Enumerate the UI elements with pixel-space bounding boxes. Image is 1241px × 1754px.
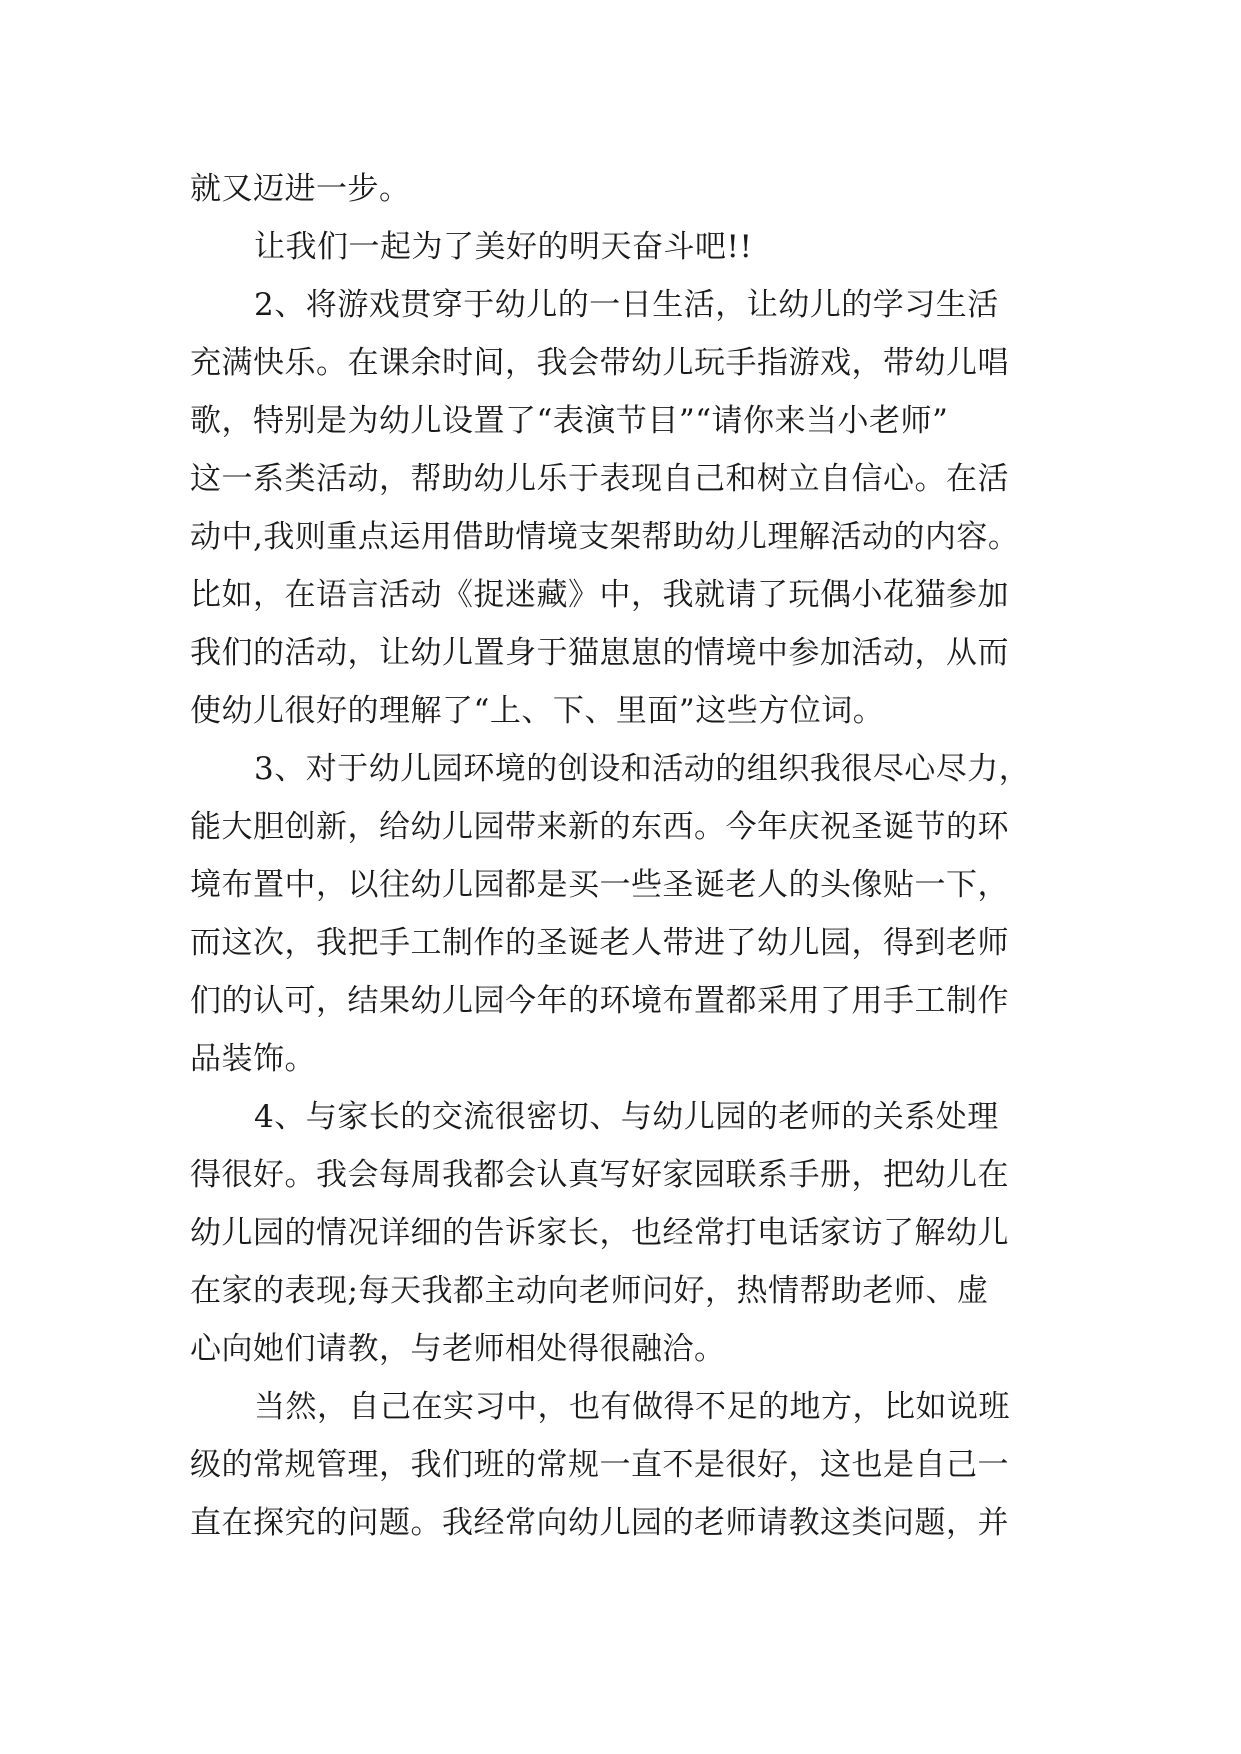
text-line: 2、将游戏贯穿于幼儿的一日生活，让幼儿的学习生活 [254,287,999,323]
text-line: 动中,我则重点运用借助情境支架帮助幼儿理解活动的内容。 [190,519,1020,555]
text-line: 心向她们请教，与老师相处得很融洽。 [190,1331,726,1367]
text-line: 4、与家长的交流很密切、与幼儿园的老师的关系处理 [254,1099,999,1135]
text-line: 比如，在语言活动《捉迷藏》中，我就请了玩偶小花猫参加 [190,577,1009,613]
text-line: 使幼儿很好的理解了“上、下、里面”这些方位词。 [190,693,885,729]
body-text [190,160,1070,1552]
text-line: 就又迈进一步。 [190,171,411,207]
text-line: 我们的活动，让幼儿置身于猫崽崽的情境中参加活动，从而 [190,635,1009,671]
text-line: 级的常规管理，我们班的常规一直不是很好，这也是自己一 [190,1447,1009,1483]
text-line: 当然，自己在实习中，也有做得不足的地方，比如说班 [254,1389,1010,1425]
text-line: 而这次，我把手工制作的圣诞老人带进了幼儿园，得到老师 [190,925,1009,961]
text-line: 在家的表现;每天我都主动向老师问好，热情帮助老师、虚 [190,1273,989,1309]
text-line: 直在探究的问题。我经常向幼儿园的老师请教这类问题，并 [190,1505,1009,1541]
text-line: 让我们一起为了美好的明天奋斗吧!! [254,229,753,265]
text-line: 充满快乐。在课余时间，我会带幼儿玩手指游戏，带幼儿唱 [190,345,1009,381]
text-line: 境布置中，以往幼儿园都是买一些圣诞老人的头像贴一下， [190,867,1009,903]
text-line: 歌，特别是为幼儿设置了“表演节目”“请你来当小老师” [190,403,949,439]
text-line: 得很好。我会每周我都会认真写好家园联系手册，把幼儿在 [190,1157,1009,1193]
text-line: 品装饰。 [190,1041,316,1077]
text-line: 幼儿园的情况详细的告诉家长，也经常打电话家访了解幼儿 [190,1215,1009,1251]
text-line: 这一系类活动，帮助幼儿乐于表现自己和树立自信心。在活 [190,461,1009,497]
text-line: 们的认可，结果幼儿园今年的环境布置都采用了用手工制作 [190,983,1009,1019]
text-line: 能大胆创新，给幼儿园带来新的东西。今年庆祝圣诞节的环 [190,809,1009,845]
text-line: 3、对于幼儿园环境的创设和活动的组织我很尽心尽力， [254,751,1031,787]
